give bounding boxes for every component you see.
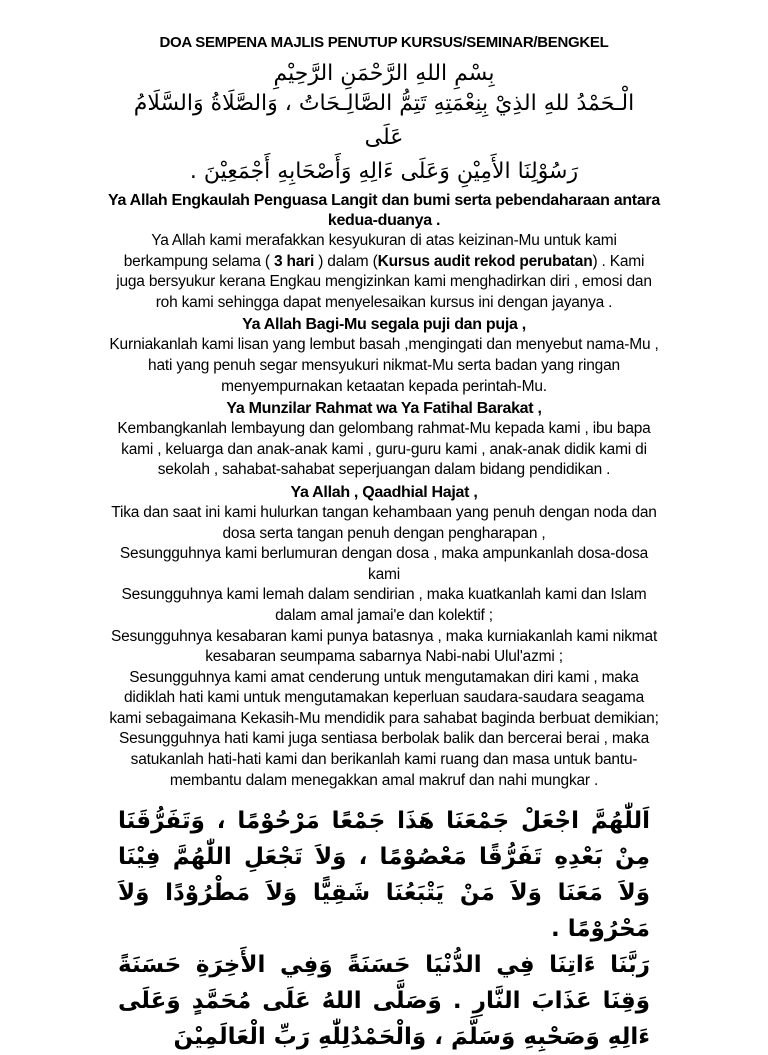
paragraph-kurniakanlah: Kurniakanlah kami lisan yang lembut basah ,mengingati dan menyebut nama-Mu , hati yang penuh segar mensyukuri nikmat-Mu serta badan yang ringan menyempurnakan ketaatan kepada perintah-Mu. xyxy=(109,336,659,395)
course-duration: 3 hari xyxy=(273,252,315,270)
paragraph-hati: Sesungguhnya hati kami juga sentiasa berbolak balik dan bercerai berai , maka satukanlah hati-hati kami dan berikanlah kami ruang dan masa untuk bantu-membantu dalam menegakkan amal makruf dan nahi mungkar . xyxy=(118,730,649,789)
paragraph-text: ) dalam ( xyxy=(314,252,378,270)
paragraph-text: ) . Kami juga bersyukur kerana Engkau mengizinkan kami menghadirkan diri , emosi dan roh kami sehingga dapat menyelesaikan kursus ini dengan jayanya . xyxy=(116,252,652,311)
paragraph-kesyukuran xyxy=(108,231,660,313)
paragraph-tika: Tika dan saat ini kami hulurkan tangan kehambaan yang penuh dengan noda dan dosa serta tangan penuh dengan pengharapan , xyxy=(111,503,657,542)
prayer-body xyxy=(0,191,768,791)
section-heading-penguasa: Ya Allah Engkaulah Penguasa Langit dan bumi serta pebendaharaan antara kedua-duanya . xyxy=(108,192,660,229)
document-title: DOA SEMPENA MAJLIS PENUTUP KURSUS/SEMINAR/BENGKEL xyxy=(159,34,609,51)
arabic-closing-prayer-2: رَبَّنَا ءَاتِنَا فِي الدُّنْيَا حَسَنَةً وَفِي الأَخِرَةِ حَسَنَةً وَقِنَا عَذَابَ النَّارِ . وَصَلَّى اللهُ عَلَى مُحَمَّدٍ وَعَلَى ءَالِهِ وَصَحْبِهِ وَسَلَّمَ ، وَالْحَمْدُلِلّٰهِ رَبِّ الْعَالَمِيْنَ xyxy=(118,952,650,1051)
paragraph-mengutamakan: Sesungguhnya kami amat cenderung untuk mengutamakan diri kami , maka didiklah hati kami untuk mengutamakan keperluan saudara-saudara seagama kami sebagaimana Kekasih-Mu mendidik para sahabat baginda berbuat demikian; xyxy=(109,668,659,727)
section-heading-puji: Ya Allah Bagi-Mu segala puji dan puja , xyxy=(242,316,526,334)
arabic-opening-line-2: رَسُوْلِنَا الأَمِيْنِ وَعَلَى ءَالِهِ وَأَصْحَابِهِ أَجْمَعِيْنَ . xyxy=(189,159,579,184)
section-heading-hajat: Ya Allah , Qaadhial Hajat , xyxy=(290,483,478,501)
paragraph-dosa: Sesungguhnya kami berlumuran dengan dosa , maka ampunkanlah dosa-dosa kami xyxy=(119,545,649,583)
arabic-closing-prayer-1: اَللّٰهُمَّ اجْعَلْ جَمْعَنَا هَذَا جَمْعًا مَرْحُوْمًا ، وَتَفَرُّقَنَا مِنْ بَعْدِهِ تَفَرُّقًا مَعْصُوْمًا ، وَلاَ تَجْعَلِ اللّٰهُمَّ فِيْنَا وَلاَ مَعَنَا وَلاَ مَنْ يَتْبَعُنَا شَقِيًّا وَلاَ مَطْرُوْدًا وَلاَ مَحْرُوْمًا . xyxy=(118,808,650,943)
paragraph-kembangkanlah: Kembangkanlah lembayung dan gelombang rahmat-Mu kepada kami , ibu bapa kami , keluarga dan anak-anak kami , guru-guru kami , anak-anak didik kami di sekolah , sahabat-sahabat seperjuangan dalam bidang pendidikan . xyxy=(117,420,651,479)
section-heading-rahmat: Ya Munzilar Rahmat wa Ya Fatihal Barakat , xyxy=(226,400,542,418)
arabic-basmalah: بِسْمِ اللهِ الرَّحْمَنِ الرَّحِيْمِ xyxy=(273,61,495,86)
paragraph-lemah: Sesungguhnya kami lemah dalam sendirian , maka kuatkanlah kami dan Islam dalam amal jamai'e dan kolektif ; xyxy=(121,586,647,624)
paragraph-text: Ya Allah kami merafakkan kesyukuran di atas keizinan-Mu untuk kami berkampung selama ( xyxy=(123,232,617,270)
paragraph-kesabaran: Sesungguhnya kesabaran kami punya batasnya , maka kurniakanlah kami nikmat kesabaran seumpama sabarnya Nabi-nabi Ulul'azmi ; xyxy=(110,627,658,666)
arabic-opening-line-1: الْـحَمْدُ للهِ الذِيْ بِنِعْمَتِهِ تَتِمُّ الصَّالِـحَاتُ ، وَالصَّلَاةُ وَالسَّلَامُ عَلَى xyxy=(133,91,635,150)
course-name: Kursus audit rekod perubatan xyxy=(377,252,593,270)
